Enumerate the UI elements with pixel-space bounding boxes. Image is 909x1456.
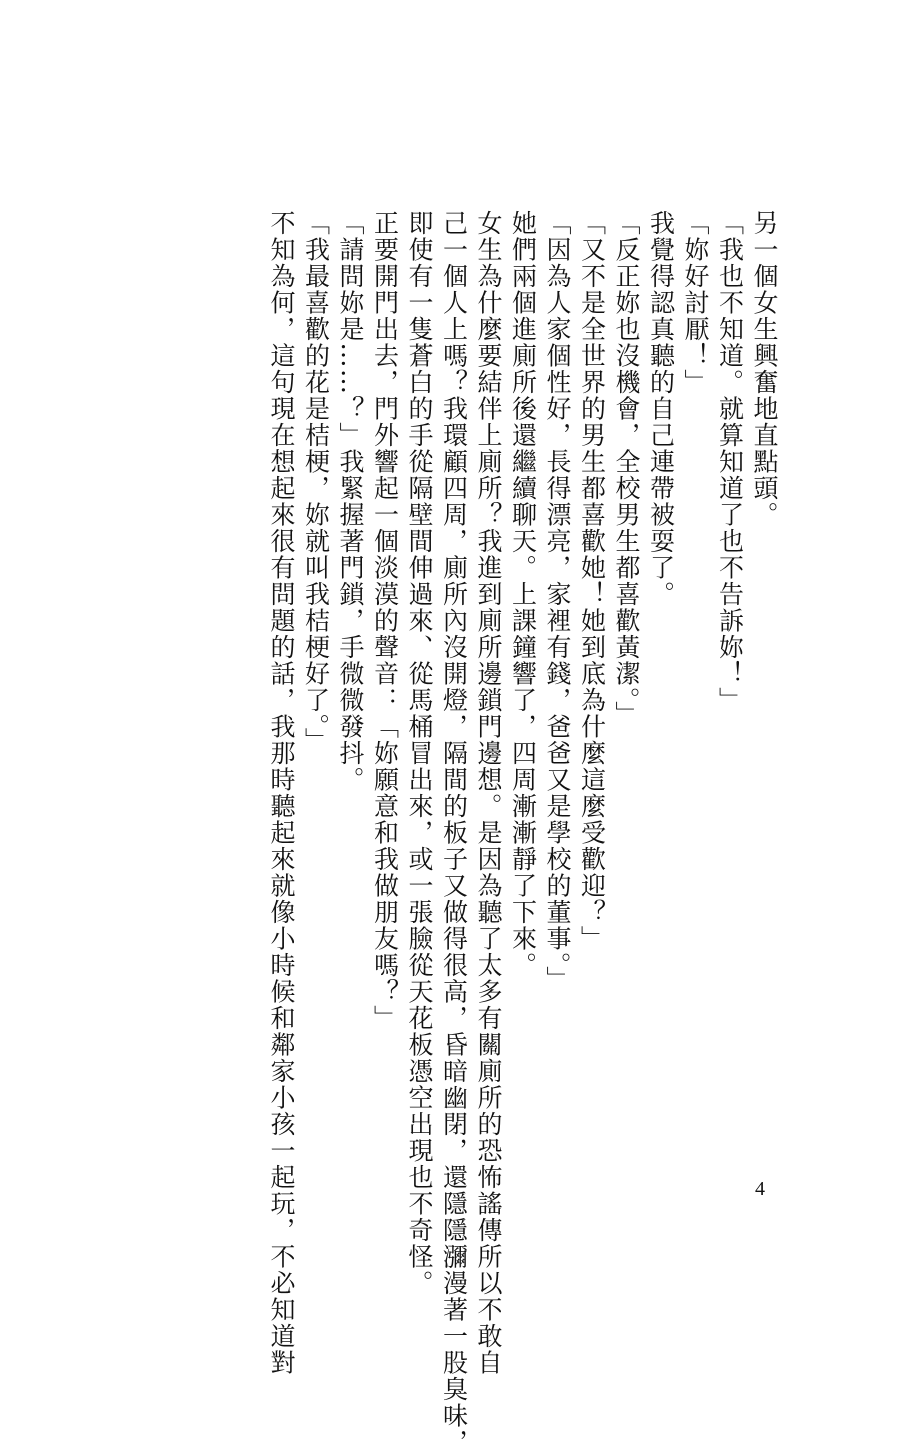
text-line: 正要開門出去，門外響起一個淡漠的聲音：「妳願意和我做朋友嗎？」 — [370, 210, 400, 1032]
text-line: 「請問妳是……？」我緊握著門鎖，手微微發抖。 — [336, 210, 365, 793]
text-line: 「妳好討厭！」 — [681, 210, 710, 396]
text-line: 女生為什麼要結伴上廁所？我進到廁所邊鎖門邊想。是因為聽了太多有關廁所的恐怖謠傳所以不敢自 — [474, 210, 503, 1376]
text-line: 另一個女生興奮地直點頭。 — [750, 210, 779, 528]
text-line: 「反正妳也沒機會，全校男生都喜歡黃潔。」 — [612, 210, 641, 728]
text-line: 己一個人上嗎？我環顧四周，廁所內沒開燈，隔間的板子又做得很高，昏暗幽閉，還隱隱瀰漫著一股臭味， — [439, 210, 469, 1456]
text-line: 她們兩個進廁所後還繼續聊天。上課鐘響了，四周漸漸靜了下來。 — [508, 210, 538, 979]
vertical-text-block — [264, 210, 782, 1456]
text-line: 「又不是全世界的男生都喜歡她！她到底為什麼這麼受歡迎？」 — [577, 210, 607, 952]
text-line: 「因為人家個性好，長得漂亮，家裡有錢，爸爸又是學校的董事。」 — [543, 210, 572, 993]
page-number: 4 — [755, 1178, 765, 1200]
text-line: 我覺得認真聽的自己連帶被耍了。 — [646, 210, 676, 608]
text-line: 即使有一隻蒼白的手從隔壁間伸過來、從馬桶冒出來，或一張臉從天花板憑空出現也不奇怪。 — [405, 210, 434, 1297]
text-line: 不知為何，這句現在想起來很有問題的話，我那時聽起來就像小時候和鄰家小孩一起玩，不必知道對 — [267, 210, 296, 1376]
text-line: 「我也不知道。就算知道了也不告訴妳！」 — [715, 210, 745, 714]
text-line: 「我最喜歡的花是桔梗，妳就叫我桔梗好了。」 — [301, 210, 331, 754]
